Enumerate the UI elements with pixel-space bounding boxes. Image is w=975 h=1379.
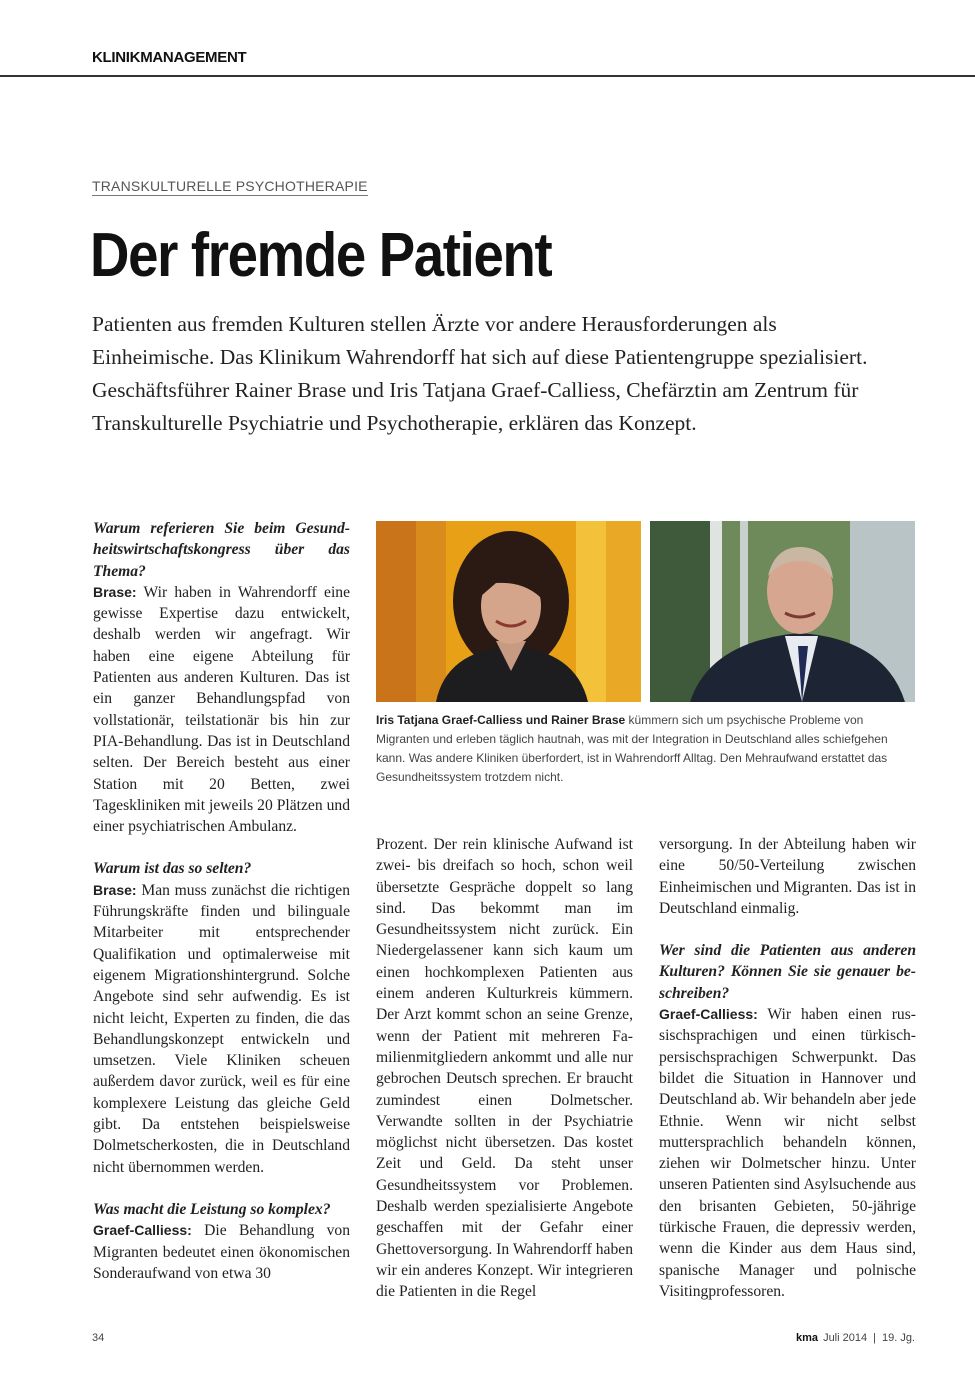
answer-text: Die Behandlung von Migranten bedeutet einen ökonomischen Sonderaufwand von etwa 30 xyxy=(93,1222,350,1282)
text-column-1 xyxy=(93,518,350,1284)
question-1: Warum referieren Sie beim Gesundheitswirtschaftskongress über das Thema? xyxy=(93,520,350,580)
answer-text: Wir haben einen russischsprachigen und einen türkisch-persischsprachigen Schwerpunkt. Das bildet die Situation in Hannover und Deutschland ab. Wir behandeln aber jede Ethnie. Wenn wir nicht selbst muttersprachlich behandeln können, ziehen wir Dolmetscher hinzu. Unter unseren Patienten sind Asylsuchende aus den brisanten Gebieten, 50-jährige türkische Frauen, die depressiv werden, wenn die Kinder aus dem Haus sind, spanische Manager und polnische Visitingprofessoren. xyxy=(659,1006,916,1300)
magazine-brand: kma xyxy=(796,1332,819,1344)
speaker-label: Brase: xyxy=(93,583,137,600)
article-kicker: TRANSKULTURELLE PSYCHOTHERAPIE xyxy=(92,178,368,194)
footer-issue-info xyxy=(796,1332,915,1344)
caption-names: Iris Tatjana Graef-Calliess und Rainer Brase xyxy=(376,713,626,727)
photo-brase xyxy=(650,521,915,702)
issue-date: Juli 2014 xyxy=(823,1332,868,1344)
question-2: Warum ist das so selten? xyxy=(93,860,252,878)
footer-separator: | xyxy=(873,1332,876,1344)
speaker-label: Brase: xyxy=(93,881,137,898)
answer-3 xyxy=(93,1220,350,1284)
question-4: Wer sind die Patienten aus anderen Kulturen? Können Sie sie genauer beschreiben? xyxy=(659,942,916,1002)
speaker-label: Graef-Calliess: xyxy=(93,1222,192,1239)
volume: 19. Jg. xyxy=(881,1332,915,1344)
speaker-label: Graef-Calliess: xyxy=(659,1006,758,1023)
answer-3-end: versorgung. In der Abteilung haben wir eine 50/50-Verteilung zwischen Einheimischen und Migranten. Das ist in Deutschland einmalig. xyxy=(659,836,916,917)
text-column-2 xyxy=(376,834,633,1303)
answer-3-continued: Prozent. Der rein klinische Aufwand ist zwei- bis dreifach so hoch, schon weil übersetzte Gespräche doppelt so lang sind. Das bekommt man im Gesundheitssystem nicht zurück. Ein Niedergelassener kann sich kaum um einen hochkomplexen Patienten aus einem anderen Kulturkreis kümmern. Der Arzt kommt schon an seine Grenze, wenn der Patient mit mehreren Familienmitgliedern ankommt und alle nur gebrochen Deutsch sprechen. Er braucht zumindest einen Dolmetscher. Verwandte sollten in der Psychiatrie möglichst nicht übersetzen. Das kostet Zeit und Geld. Da steht unser Gesundheitssystem vor Problemen. Deshalb werden spezialisierte Angebote geschaffen mit der Gefahr einer Ghettoversorgung. In Wahrendorff haben wir ein anderes Konzept. Wir integrieren die Patienten in die Regel xyxy=(376,836,633,1301)
article-lead: Patienten aus fremden Kulturen stellen Ärzte vor andere Herausforderungen als Einheimische. Das Klinikum Wahrendorff hat sich auf diese Patientengruppe spezialisiert. Geschäftsführer Rainer Brase und Iris Tatjana Graef-Calliess, Chefärztin am Zentrum für Transkulturelle Psychiatrie und Psychotherapie, erklären das Konzept. xyxy=(92,312,868,435)
answer-2 xyxy=(93,880,350,1178)
answer-4 xyxy=(659,1004,916,1302)
photo-caption xyxy=(376,711,916,787)
photo-graef-calliess xyxy=(376,521,641,702)
answer-1 xyxy=(93,582,350,838)
answer-text: Wir haben in Wahrendorff eine gewisse Expertise dazu entwickelt, deshalb werden wir angefragt. Wir haben eine eigene Abteilung für Patienten aus anderen Kulturen. Das ist ein ganzer Behandlungspfad von vollstationär, teilstationär bis hin zur PIA-Behandlung. Das ist in Deutschland selten. Der Bereich besteht aus einer Station mit 20 Betten, zwei Tageskliniken mit jeweils 20 Plätzen und einer psychiatrischen Ambulanz. xyxy=(93,583,350,836)
answer-text: Man muss zunächst die richtigen Führungskräfte finden und bilinguale Mitarbeiter mit entsprechender Qualifikation und optimalerweise mit eigenem Migrationshintergrund. Solche Angebote sind sehr aufwendig. Es ist nicht leicht, Experten zu finden, die das Behandlungskonzept entwickeln und umsetzen. Viele Kliniken scheuen außerdem davor zurück, weil es für eine komplexere Leistung das gleiche Geld gibt. Da entstehen beispielsweise Dolmetscherkosten, die in Deutschland nicht übernommen werden. xyxy=(93,881,350,1176)
text-column-3 xyxy=(659,834,916,1302)
section-label: KLINIKMANAGEMENT xyxy=(92,49,247,66)
caption-text: kümmern sich um psychische Probleme von Migranten und erleben täglich hautnah, was mit der Integration in Deutschland alles schiefgehen kann. Was andere Kliniken überfordert, ist in Wahrendorff Alltag. Den Mehraufwand erstattet das Gesundheitssystem trotzdem nicht. xyxy=(376,713,888,784)
question-3: Was macht die Leistung so komplex? xyxy=(93,1200,331,1218)
page-number: 34 xyxy=(92,1332,105,1344)
article-title: Der fremde Patient xyxy=(90,221,552,290)
